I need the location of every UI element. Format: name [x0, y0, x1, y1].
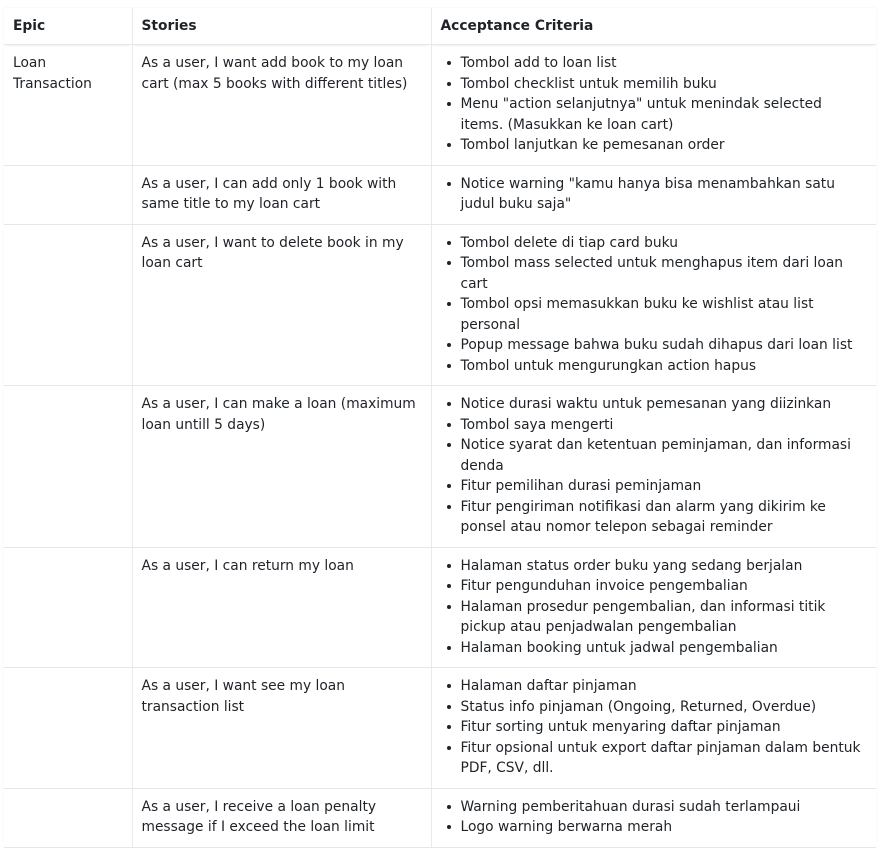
criteria-item: Fitur pengiriman notifikasi dan alarm yang dikirim ke ponsel atau nomor telepon sebagai reminder [441, 497, 869, 538]
story-cell: As a user, I can add only 1 book with same title to my loan cart [132, 165, 431, 224]
epic-cell [4, 165, 132, 224]
acceptance-criteria-cell [431, 165, 876, 224]
criteria-list [441, 556, 869, 659]
story-cell: As a user, I can return my loan [132, 547, 431, 668]
epic-cell [4, 788, 132, 847]
criteria-item: Menu "action selanjutnya" untuk menindak selected items. (Masukkan ke loan cart) [441, 94, 869, 135]
epic-cell [4, 668, 132, 789]
epic-cell: Loan Transaction [4, 45, 132, 166]
epic-cell [4, 547, 132, 668]
criteria-item: Status info pinjaman (Ongoing, Returned, Overdue) [441, 697, 869, 718]
story-cell: As a user, I can make a loan (maximum loan untill 5 days) [132, 386, 431, 548]
criteria-item: Tombol lanjutkan ke pemesanan order [441, 135, 869, 156]
criteria-item: Warning pemberitahuan durasi sudah terlampaui [441, 797, 869, 818]
table-row [4, 788, 876, 847]
user-stories-table [4, 8, 876, 848]
criteria-item: Tombol delete di tiap card buku [441, 233, 869, 254]
table-row [4, 668, 876, 789]
acceptance-criteria-cell [431, 788, 876, 847]
table-row [4, 165, 876, 224]
epic-cell [4, 386, 132, 548]
criteria-item: Halaman booking untuk jadwal pengembalian [441, 638, 869, 659]
user-stories-table-container [4, 8, 876, 848]
acceptance-criteria-cell [431, 386, 876, 548]
acceptance-criteria-cell [431, 45, 876, 166]
criteria-list [441, 233, 869, 377]
criteria-item: Popup message bahwa buku sudah dihapus dari loan list [441, 335, 869, 356]
header-epic: Epic [4, 8, 132, 45]
table-row [4, 224, 876, 386]
criteria-item: Halaman status order buku yang sedang berjalan [441, 556, 869, 577]
story-cell: As a user, I want to delete book in my loan cart [132, 224, 431, 386]
table-row [4, 386, 876, 548]
criteria-item: Tombol untuk mengurungkan action hapus [441, 356, 869, 377]
story-cell: As a user, I want add book to my loan cart (max 5 books with different titles) [132, 45, 431, 166]
criteria-item: Tombol mass selected untuk menghapus item dari loan cart [441, 253, 869, 294]
criteria-list [441, 394, 869, 538]
table-row [4, 45, 876, 166]
table-body [4, 45, 876, 848]
story-cell: As a user, I want see my loan transaction list [132, 668, 431, 789]
criteria-item: Notice warning "kamu hanya bisa menambahkan satu judul buku saja" [441, 174, 869, 215]
criteria-item: Tombol checklist untuk memilih buku [441, 74, 869, 95]
story-cell: As a user, I receive a loan penalty message if I exceed the loan limit [132, 788, 431, 847]
epic-cell [4, 224, 132, 386]
criteria-item: Fitur pengunduhan invoice pengembalian [441, 576, 869, 597]
criteria-item: Halaman prosedur pengembalian, dan informasi titik pickup atau penjadwalan pengembalian [441, 597, 869, 638]
criteria-item: Notice syarat dan ketentuan peminjaman, dan informasi denda [441, 435, 869, 476]
criteria-item: Halaman daftar pinjaman [441, 676, 869, 697]
table-header-row [4, 8, 876, 45]
acceptance-criteria-cell [431, 668, 876, 789]
header-acceptance-criteria: Acceptance Criteria [431, 8, 876, 45]
acceptance-criteria-cell [431, 547, 876, 668]
criteria-item: Tombol opsi memasukkan buku ke wishlist atau list personal [441, 294, 869, 335]
acceptance-criteria-cell [431, 224, 876, 386]
table-row [4, 547, 876, 668]
criteria-item: Tombol add to loan list [441, 53, 869, 74]
criteria-item: Fitur pemilihan durasi peminjaman [441, 476, 869, 497]
criteria-item: Logo warning berwarna merah [441, 817, 869, 838]
criteria-item: Notice durasi waktu untuk pemesanan yang diizinkan [441, 394, 869, 415]
criteria-list [441, 797, 869, 838]
criteria-item: Tombol saya mengerti [441, 415, 869, 436]
header-stories: Stories [132, 8, 431, 45]
criteria-item: Fitur sorting untuk menyaring daftar pinjaman [441, 717, 869, 738]
criteria-list [441, 174, 869, 215]
criteria-item: Fitur opsional untuk export daftar pinjaman dalam bentuk PDF, CSV, dll. [441, 738, 869, 779]
criteria-list [441, 53, 869, 156]
criteria-list [441, 676, 869, 779]
